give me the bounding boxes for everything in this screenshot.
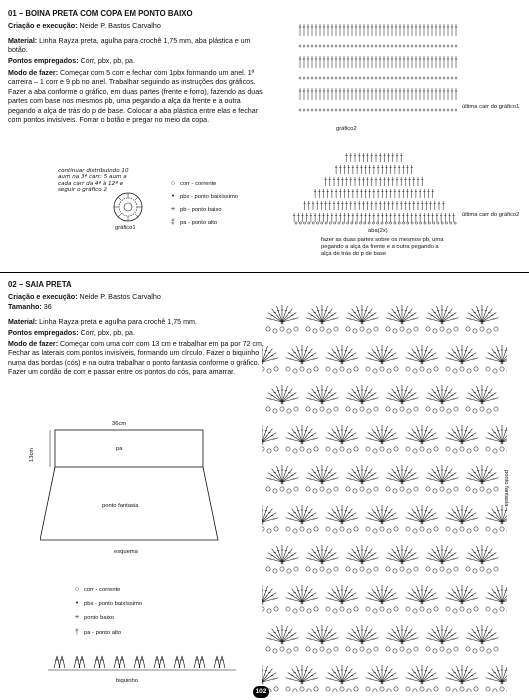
grafico2-label: gráfico2 xyxy=(336,126,357,132)
page-number: 102 xyxy=(253,686,269,698)
legend-label: corr - corrente xyxy=(180,180,217,187)
fantasia-side-label: ponto fantasia xyxy=(503,470,509,507)
schema-pa-label: pa xyxy=(116,446,123,452)
legend-item xyxy=(166,219,217,226)
legend-item xyxy=(70,586,120,593)
material-label: Material: xyxy=(8,37,38,45)
skirt-schema xyxy=(40,428,230,548)
credit-value: Neide P. Bastos Carvalho xyxy=(77,292,161,301)
grafico1-chart xyxy=(108,190,148,224)
single-crochet-icon: + xyxy=(74,614,80,621)
method-value: Começar com uma corr com 13 cm e trabalhar em pa por 72 cm. Fechar as laterais com pontos invisíveis, formando um círculo. Fazer o biquinho numa das bordas (cós) e na outra trabalhar o ponto fantasia conforme o gráfico. Fazer um cordão de corr e passar entre os pontos do cós, para amarrar. xyxy=(8,340,264,377)
legend-label: pa - ponto alto xyxy=(180,219,218,226)
aba-label: aba(2x) xyxy=(368,228,388,234)
aba-note: fazer as duas partes sobre os mesmos pb, uma pegando a alça da frente e a outra pegando a alça de trás do p de base xyxy=(321,237,444,257)
biquinho-chart xyxy=(48,652,238,674)
schema-height-label: 13cm xyxy=(29,447,35,462)
points-value: Corr, pbx, pb, pa. xyxy=(78,57,135,65)
legend-item xyxy=(70,629,121,636)
credit-label: Criação e execução: xyxy=(8,21,78,30)
legend-item xyxy=(166,206,222,213)
legend-label: pbx - ponto baixíssimo xyxy=(84,600,142,607)
method-value: Começar com 5 corr e fechar com 1pbx formando um anel. 1ª carreira – 1 corr e 9 pb no anel. Trabalhar seguindo as instruções dos gráficos. Fazer a aba conforme o gráfico, em duas partes (frente e forro), fazendo as duas partes com base nos mesmos pb, uma pegando a alça da frente e a outra pegando a alça de trás do p de base. Colocar a aba plástica entre elas e fechar com pontos invisíveis. Forrar o botão e pregar no meio da copa. xyxy=(8,69,263,125)
section1-method xyxy=(8,69,270,125)
chain-icon: ○ xyxy=(170,180,176,187)
legend-item xyxy=(166,180,216,187)
credit-label: Criação e execução: xyxy=(8,292,78,301)
legend-item xyxy=(70,614,114,621)
ultima-carr-2-label: última carr do gráfico2 xyxy=(462,212,520,218)
section2-method xyxy=(8,340,266,378)
section1-material xyxy=(8,37,266,56)
grafico1-label: gráfico1 xyxy=(115,225,136,231)
section2-material xyxy=(8,318,266,327)
section2-size xyxy=(8,302,52,311)
single-crochet-icon: + xyxy=(170,206,176,213)
grafico2-chart xyxy=(296,20,466,124)
material-value: Linha Rayza preta e agulha para crochê 1,75 mm. xyxy=(37,318,197,326)
points-label: Pontos empregados: xyxy=(8,57,79,65)
size-label: Tamanho: xyxy=(8,302,42,311)
slip-stitch-icon: • xyxy=(171,193,175,200)
double-crochet-icon: † xyxy=(75,629,79,636)
chain-icon: ○ xyxy=(74,586,80,593)
schema-caption: esquema xyxy=(114,549,138,555)
section1-points xyxy=(8,57,266,66)
section2-points xyxy=(8,329,266,338)
legend-label: pb - ponto baixo xyxy=(180,206,222,213)
credit-value: Neide P. Bastos Carvalho xyxy=(77,21,161,30)
double-crochet-icon: ‡ xyxy=(171,219,175,226)
legend-label: pa - ponto alto xyxy=(84,629,122,636)
legend-label: ponto baixo xyxy=(84,614,114,621)
method-label: Modo de fazer: xyxy=(8,340,59,348)
legend-label: pbx - ponto baixíssimo xyxy=(180,193,238,200)
section1-title: 01 – BOINA PRETA COM COPA EM PONTO BAIXO xyxy=(8,9,193,18)
material-value: Linha Rayza preta, agulha para crochê 1,75 mm, aba plástica e um botão. xyxy=(8,37,251,55)
slip-stitch-icon: • xyxy=(75,600,79,607)
ponto-fantasia-chart xyxy=(262,292,507,692)
section1-credit xyxy=(8,21,161,30)
method-label: Modo de fazer: xyxy=(8,69,59,77)
points-label: Pontos empregados: xyxy=(8,329,79,337)
section2-credit xyxy=(8,292,161,301)
points-value: Corr, pbx, pb, pa. xyxy=(78,329,135,337)
schema-width-label: 36cm xyxy=(112,421,127,427)
legend-item xyxy=(70,600,142,607)
schema-fantasia-label: ponto fantasia xyxy=(102,503,139,509)
section2-title: 02 – SAIA PRETA xyxy=(8,280,72,289)
biquinho-label: biquinho xyxy=(116,678,138,684)
legend-item xyxy=(166,193,238,200)
legend-label: corr - corrente xyxy=(84,586,121,593)
size-value: 36 xyxy=(41,302,52,311)
handwritten-note: continuar distribuindo 10 aum na 3ª carr: 5 aum a cada carr da 4ª à 12ª e seguir o gráfico 2 xyxy=(58,168,129,194)
aba-chart xyxy=(288,147,463,225)
section-divider xyxy=(0,272,529,273)
material-label: Material: xyxy=(8,318,38,326)
ultima-carr-1-label: última carr do gráfico1 xyxy=(462,104,520,110)
